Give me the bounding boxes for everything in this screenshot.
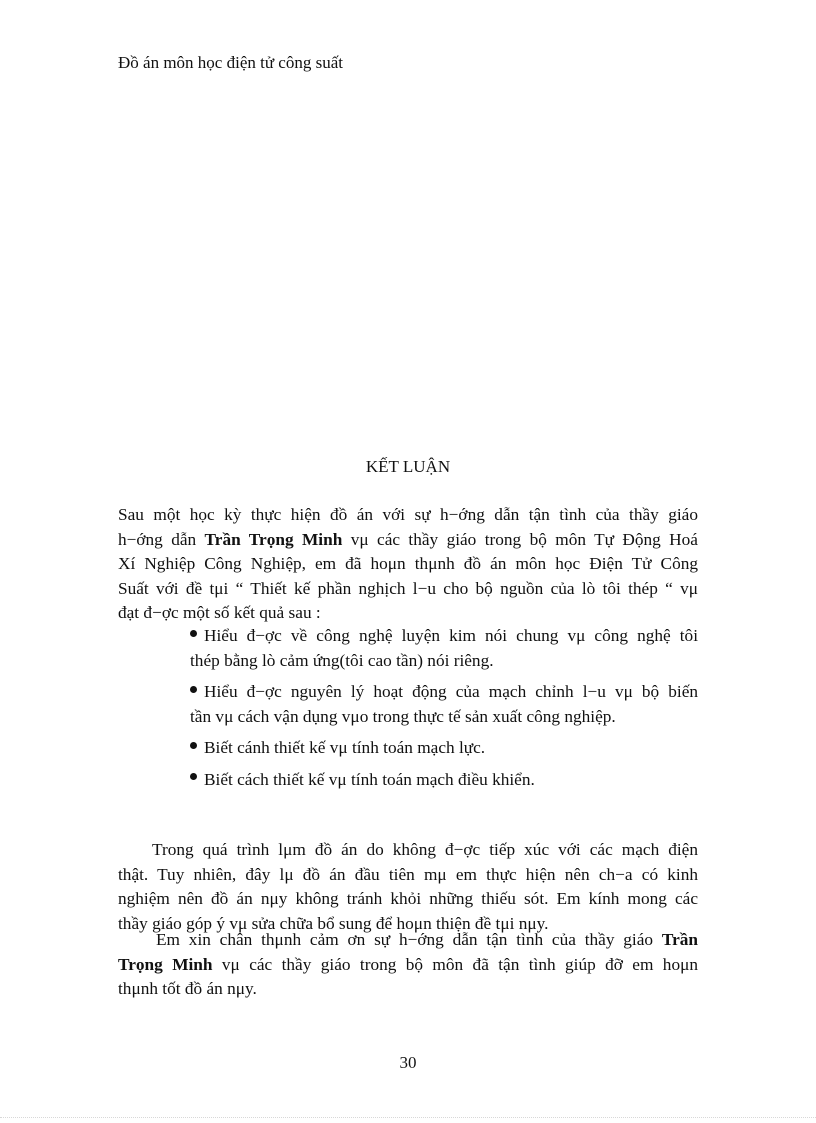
- paragraph-line: Trọng Minh vμ các thầy giáo trong bộ môn đã tận tình giúp đỡ em hoμn: [118, 954, 698, 974]
- conclusion-paragraph-2: [118, 838, 698, 936]
- paragraph-line: thầy giáo góp ý vμ sửa chữa bổ sung để hoμn thiện đề tμi nμy.: [118, 913, 549, 933]
- list-item-line: Biết cách thiết kế vμ tính toán mạch điều khiển.: [190, 768, 698, 793]
- advisor-name: Trần Trọng Minh: [204, 529, 343, 549]
- paragraph-line: Suất với đề tμi “ Thiết kế phần nghịch l−u cho bộ nguồn của lò tôi thép “ vμ: [118, 578, 698, 598]
- paragraph-line: Em xin chân thμnh cảm ơn sự h−ớng dẫn tận tình của thầy giáo Trần: [156, 930, 698, 949]
- paragraph-line: Sau một học kỳ thực hiện đồ án với sự h−ớng dẫn tận tình của thầy giáo: [118, 505, 698, 524]
- paragraph-line: nghiệm nên đồ án nμy không tránh khỏi những thiếu sót. Em kính mong các: [118, 889, 698, 908]
- advisor-name: Trọng Minh: [118, 954, 213, 974]
- list-item: [190, 736, 698, 761]
- bullet-icon: [190, 742, 197, 749]
- bullet-icon: [190, 686, 197, 693]
- list-item-line: tần vμ cách vận dụng vμo trong thực tế sản xuất công nghiệp.: [190, 706, 616, 726]
- list-item: [190, 680, 698, 729]
- section-title: KẾT LUẬN: [365, 457, 451, 476]
- page-bottom-divider: [0, 1117, 816, 1118]
- list-item: [190, 624, 698, 673]
- paragraph-line: đạt đ−ợc một số kết quả sau :: [118, 603, 321, 622]
- paragraph-line: thμnh tốt đồ án nμy.: [118, 979, 257, 998]
- list-item-line: thép bằng lò cảm ứng(tôi cao tần) nói riêng.: [190, 650, 494, 670]
- paragraph-line: h−ớng dẫn Trần Trọng Minh vμ các thầy giáo trong bộ môn Tự Động Hoá: [118, 529, 698, 549]
- list-item: [190, 768, 698, 793]
- bullet-icon: [190, 773, 197, 780]
- conclusion-paragraph-1: [118, 503, 698, 626]
- conclusion-paragraph-3: [118, 928, 698, 1002]
- bullet-icon: [190, 630, 197, 637]
- advisor-name: Trần: [661, 930, 698, 949]
- results-list: [190, 624, 698, 799]
- paragraph-line: Trong quá trình lμm đồ án do không đ−ợc tiếp xúc với các mạch điện: [152, 840, 698, 859]
- list-item-line: Biết cánh thiết kế vμ tính toán mạch lực.: [190, 736, 698, 761]
- paragraph-line: thật. Tuy nhiên, đây lμ đồ án đầu tiên mμ em thực hiện nên ch−a có kinh: [118, 864, 698, 884]
- paragraph-line: Xí Nghiệp Công Nghiệp, em đã hoμn thμnh đồ án môn học Điện Tử Công: [118, 554, 698, 573]
- list-item-line: Hiểu đ−ợc về công nghệ luyện kim nói chung vμ công nghệ tôi: [190, 624, 698, 649]
- page-header: Đồ án môn học điện tử công suất: [118, 53, 343, 72]
- list-item-line: Hiểu đ−ợc nguyên lý hoạt động của mạch chỉnh l−u vμ bộ biến: [190, 680, 698, 705]
- page-number: 30: [399, 1053, 417, 1072]
